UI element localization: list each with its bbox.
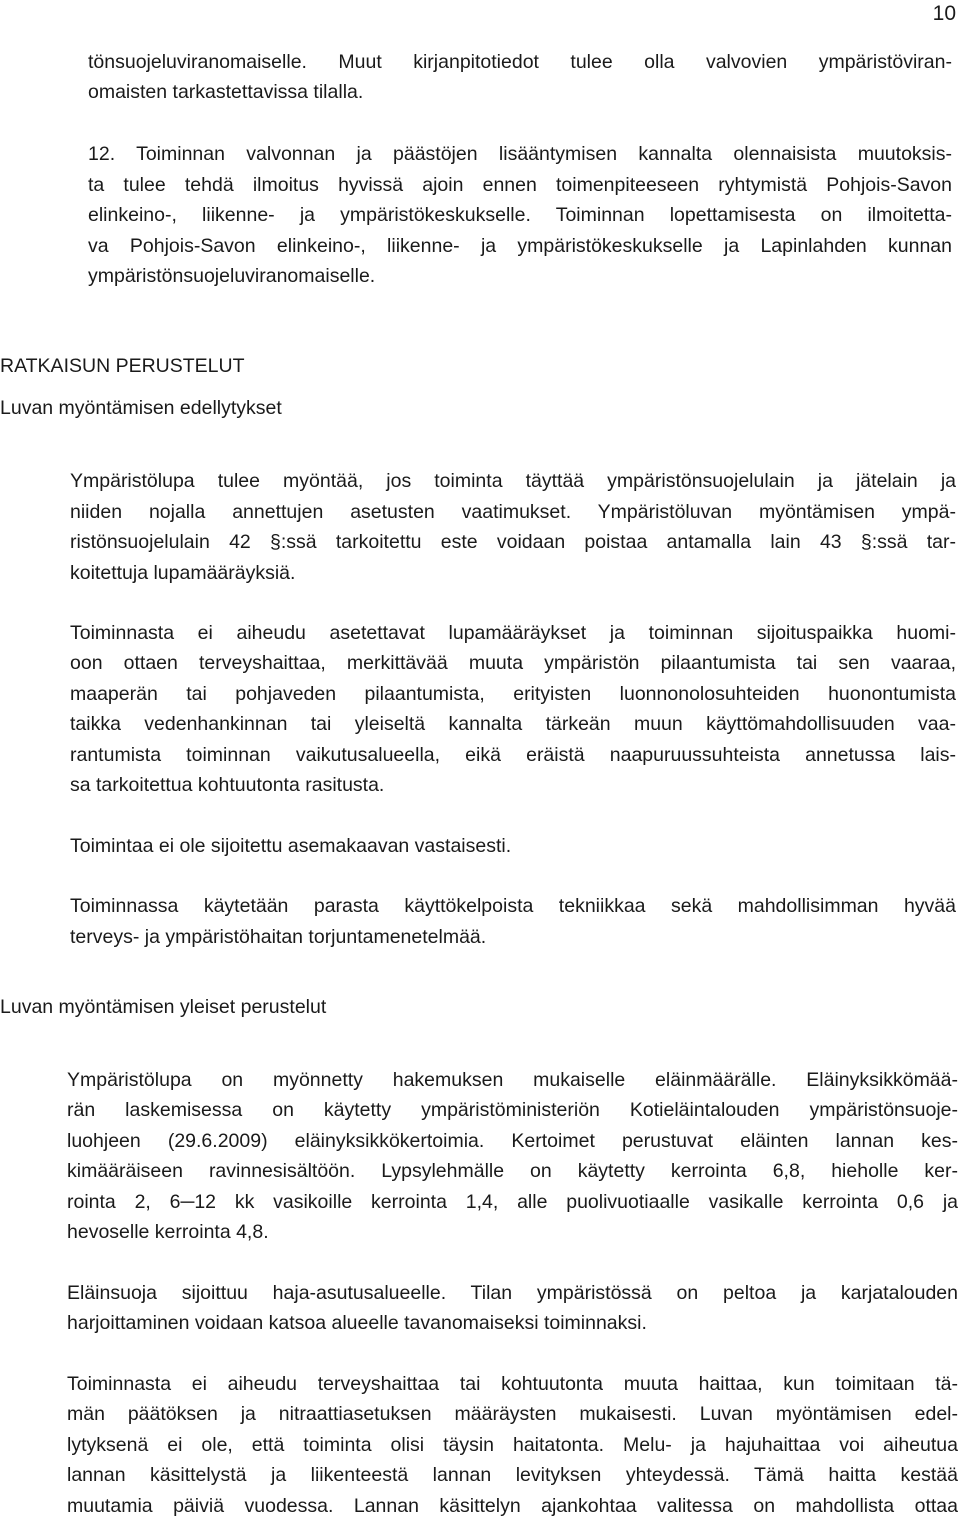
paragraph-line: rointa 2, 6─12 kk vasikoille kerrointa 1,4, alle puolivuotiaalle vasikalle kerrointa 0,6 ja	[67, 1191, 958, 1213]
paragraph-line: sa tarkoitettua kohtuutonta rasitusta.	[70, 774, 385, 796]
paragraph-line: Eläinsuoja sijoittuu haja-asutusalueelle. Tilan ympäristössä on peltoa ja karjatalouden	[67, 1282, 958, 1304]
paragraph-line: rän laskemisessa on käytetty ympäristöministeriön Kotieläintalouden ympäristönsuoje-	[67, 1099, 958, 1121]
paragraph-line: oon ottaen terveyshaittaa, merkittävää muuta ympäristön pilaantumista tai sen vaaraa,	[70, 652, 956, 674]
paragraph-line: muutamia päiviä vuodessa. Lannan käsittelyn ajankohtaa valitessa on mahdollista ottaa	[67, 1495, 958, 1517]
paragraph-line: koitettuja lupamääräyksiä.	[70, 562, 296, 584]
item-12-line: ympäristönsuojeluviranomaiselle.	[88, 265, 376, 287]
paragraph-line: Ympäristölupa tulee myöntää, jos toiminta täyttää ympäristönsuojelulain ja jätelain ja	[70, 470, 956, 492]
paragraph-line: Toimintaa ei ole sijoitettu asemakaavan vastaisesti.	[70, 835, 512, 857]
intro-line: omaisten tarkastettavissa tilalla.	[88, 81, 364, 103]
subheading-general-grounds: Luvan myöntämisen yleiset perustelut	[0, 996, 327, 1018]
paragraph-line: Toiminnasta ei aiheudu asetettavat lupamääräykset ja toiminnan sijoituspaikka huomi-	[70, 622, 956, 644]
subheading-permit-conditions: Luvan myöntämisen edellytykset	[0, 397, 282, 419]
intro-line: tönsuojeluviranomaiselle. Muut kirjanpitotiedot tulee olla valvovien ympäristöviran-	[88, 51, 952, 73]
paragraph-line: rantumista toiminnan vaikutusalueella, eikä eräistä naapuruussuhteista annetussa lais-	[70, 744, 956, 766]
paragraph-line: harjoittaminen voidaan katsoa alueelle tavanomaiseksi toiminnaksi.	[67, 1312, 647, 1334]
paragraph-line: män päätöksen ja nitraattiasetuksen määräysten mukaisesti. Luvan myöntämisen edel-	[67, 1403, 958, 1425]
paragraph-line: niiden nojalla annettujen asetusten vaatimukset. Ympäristöluvan myöntämisen ympä-	[70, 501, 956, 523]
page-number: 10	[932, 2, 956, 25]
paragraph-line: Toiminnassa käytetään parasta käyttökelpoista tekniikkaa sekä mahdollisimman hyvää	[70, 895, 956, 917]
section-title: RATKAISUN PERUSTELUT	[0, 355, 245, 377]
paragraph-line: luohjeen (29.6.2009) eläinyksikkökertoimia. Kertoimet perustuvat eläinten lannan kes-	[67, 1130, 958, 1152]
paragraph-line: maaperän tai pohjaveden pilaantumista, erityisten luonnonolosuhteiden huonontumista	[70, 683, 956, 705]
paragraph-line: kimääräiseen ravinnesisältöön. Lypsylehmälle on käytetty kerrointa 6,8, hieholle ker-	[67, 1160, 958, 1182]
item-12-line: va Pohjois-Savon elinkeino-, liikenne- ja ympäristökeskukselle ja Lapinlahden kunnan	[88, 235, 952, 257]
paragraph-line: lannan käsittelystä ja liikenteestä lannan levityksen yhteydessä. Tämä haitta kestää	[67, 1464, 958, 1486]
paragraph-line: ristönsuojelulain 42 §:ssä tarkoitettu este voidaan poistaa antamalla lain 43 §:ssä tar-	[70, 531, 956, 553]
item-12-line: ta tulee tehdä ilmoitus hyvissä ajoin ennen toimenpiteeseen ryhtymistä Pohjois-Savon	[88, 174, 952, 196]
paragraph-line: Toiminnasta ei aiheudu terveyshaittaa tai kohtuutonta muuta haittaa, kun toimitaan tä-	[67, 1373, 958, 1395]
paragraph-line: hevoselle kerrointa 4,8.	[67, 1221, 269, 1243]
paragraph-line: Ympäristölupa on myönnetty hakemuksen mukaiselle eläinmäärälle. Eläinyksikkömää-	[67, 1069, 958, 1091]
paragraph-line: taikka vedenhankinnan tai yleiseltä kannalta tärkeän muun käyttömahdollisuuden vaa-	[70, 713, 956, 735]
paragraph-line: lytyksenä ei ole, että toiminta olisi täysin haitatonta. Melu- ja hajuhaittaa voi aiheutua	[67, 1434, 958, 1456]
item-12-line: 12. Toiminnan valvonnan ja päästöjen lisääntymisen kannalta olennaisista muutoksis-	[88, 143, 952, 165]
item-12-line: elinkeino-, liikenne- ja ympäristökeskukselle. Toiminnan lopettamisesta on ilmoitetta-	[88, 204, 952, 226]
paragraph-line: terveys- ja ympäristöhaitan torjuntamenetelmää.	[70, 926, 487, 948]
